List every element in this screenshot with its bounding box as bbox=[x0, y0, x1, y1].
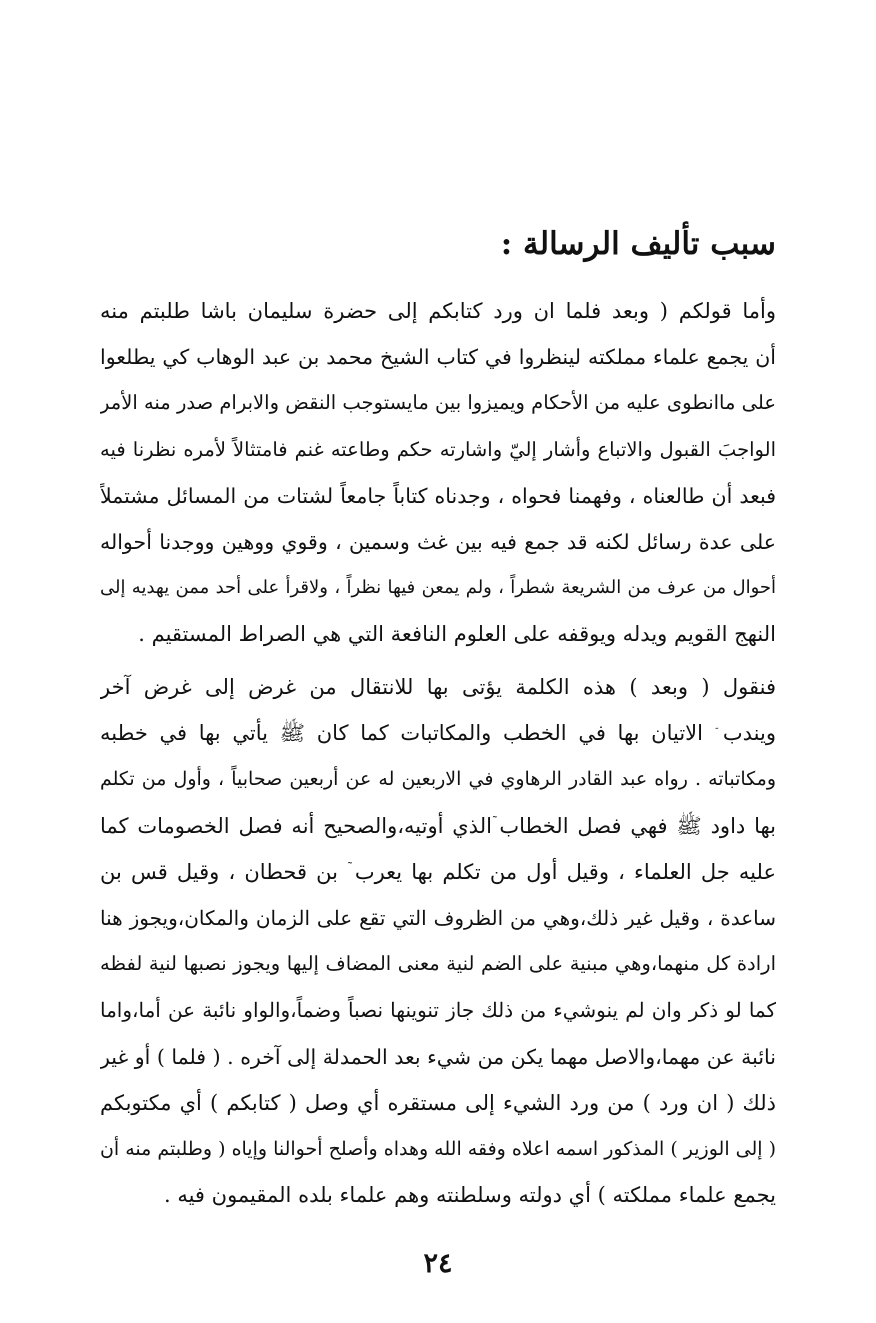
paragraph-1 bbox=[100, 288, 776, 658]
text-line: كما لو ذكر وان لم ينوشيء من ذلك جاز تنوينها نصباً وضماً،والواو نائبة عن أما،واما bbox=[100, 998, 776, 1023]
text-line: فنقول ( وبعد ) هذه الكلمة يؤتى بها للانتقال من غرض إلى غرض آخر bbox=[100, 675, 776, 699]
text-line: على عدة رسائل لكنه قد جمع فيه بين غث وسمين ، وقوي ووهين ووجدنا أحواله bbox=[100, 529, 776, 554]
text-line: ويندب ٙ الاتيان بها في الخطب والمكاتبات كما كان ﷺ يأتي بها في خطبه bbox=[100, 721, 776, 746]
text-line: أحوال من عرف من الشريعة شطراً ، ولم يمعن فيها نظراً ، ولاقرأ على أحد ممن يهديه إلى bbox=[100, 577, 776, 599]
text-line: نائبة عن مهما،والاصل مهما يكن من شيء بعد الحمدلة إلى آخره . ( فلما ) أو غير bbox=[100, 1044, 776, 1069]
text-line: الواجبَ القبول والاتباع وأشار إليّ واشارته حكم وطاعته غنم فامتثالاً لأمره نظرنا فيه bbox=[100, 437, 776, 461]
text-line: عليه جل العلماء ، وقيل أول من تكلم بها يعرب ٙ بن قحطان ، وقيل قس بن bbox=[100, 859, 776, 884]
page-number: ٢٤ bbox=[423, 1248, 453, 1279]
section-heading: سبب تأليف الرسالة : bbox=[500, 226, 776, 262]
text-line: ساعدة ، وقيل غير ذلك،وهي من الظروف التي تقع على الزمان والمكان،ويجوز هنا bbox=[100, 905, 776, 930]
text-line: ( إلى الوزير ) المذكور اسمه اعلاه وفقه الله وهداه وأصلح أحوالنا وإياه ( وطلبتم منه أن bbox=[100, 1137, 776, 1160]
text-line: وأما قولكم ( وبعد فلما ان ورد كتابكم إلى حضرة سليمان باشا طلبتم منه bbox=[100, 299, 776, 323]
text-line: ارادة كل منهما،وهي مبنية على الضم لنية معنى المضاف إليها ويجوز نصبها لنية لفظه bbox=[100, 952, 776, 976]
text-line: النهج القويم ويدله ويوقفه على العلوم النافعة التي هي الصراط المستقيم . bbox=[138, 622, 776, 647]
text-line: يجمع علماء مملكته ) أي دولته وسلطنته وهم علماء بلده المقيمون فيه . bbox=[163, 1183, 776, 1208]
text-line: ذلك ( ان ورد ) من ورد الشيء إلى مستقره أي وصل ( كتابكم ) أي مكتوبكم bbox=[100, 1090, 776, 1115]
text-line: فبعد أن طالعناه ، وفهمنا فحواه ، وجدناه كتاباً جامعاً لشتات من المسائل مشتملاً bbox=[100, 483, 776, 508]
text-line: على ماانطوى عليه من الأحكام ويميزوا بين مايستوجب النقض والابرام صدر منه الأمر bbox=[100, 391, 776, 415]
text-line: بها داود ﷺ فهي فصل الخطاب ٙالذي أوتيه،والصحيح أنه فصل الخصومات كما bbox=[100, 813, 776, 838]
paragraph-2 bbox=[100, 664, 776, 1218]
text-line: أن يجمع علماء مملكته لينظروا في كتاب الشيخ محمد بن عبد الوهاب كي يطلعوا bbox=[100, 345, 776, 370]
text-line: ومكاتباته . رواه عبد القادر الرهاوي في الاربعين له عن أربعين صحابياً ، وأول من تكلم bbox=[100, 768, 776, 791]
